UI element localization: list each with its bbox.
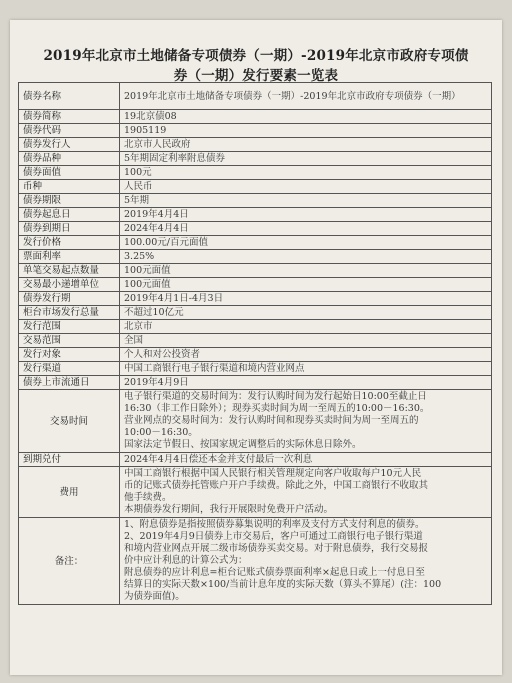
- row-key: 债券简称: [19, 110, 120, 124]
- table-row: [19, 194, 492, 208]
- table-row: [19, 166, 492, 180]
- row-key: 发行范围: [19, 320, 120, 334]
- row-key: 费用: [19, 467, 120, 518]
- table-row: [19, 250, 492, 264]
- text-line: 本期债券发行期间，我行开展限时免费开户活动。: [124, 504, 334, 515]
- text-line: 10:00－16:30。: [124, 427, 198, 438]
- bond-elements-table: [18, 82, 492, 605]
- row-value: 100元面值: [120, 264, 492, 278]
- table-row: [19, 236, 492, 250]
- row-key: 发行价格: [19, 236, 120, 250]
- text-line: 中国工商银行根据中国人民银行相关管理规定向客户收取每户10元人民: [124, 468, 422, 479]
- row-value: 2019年4月9日: [120, 376, 492, 390]
- table-row: [19, 124, 492, 138]
- trade-time-text: [120, 390, 492, 453]
- text-line: 和境内营业网点开展二级市场债券买卖交易。对于附息债券，我行交易报: [124, 543, 429, 554]
- text-line: 1、附息债券是指按照债券募集说明的利率及支付方式支付利息的债券。: [124, 519, 425, 530]
- text-line: 价中应计利息的计算公式为：: [124, 555, 248, 566]
- row-key: 债券到期日: [19, 222, 120, 236]
- text-line: 国家法定节假日、按国家规定调整后的实际休息日除外。: [124, 439, 362, 450]
- row-value: 2019年4月4日: [120, 208, 492, 222]
- table-row: [19, 208, 492, 222]
- row-key: 债券期限: [19, 194, 120, 208]
- row-value: 1905119: [120, 124, 492, 138]
- row-key: 备注：: [19, 518, 120, 605]
- table-row-notes: [19, 518, 492, 605]
- row-key: 债券上市流通日: [19, 376, 120, 390]
- row-value: 5年期: [120, 194, 492, 208]
- table-row: [19, 320, 492, 334]
- row-key: 票面利率: [19, 250, 120, 264]
- table-row: [19, 376, 492, 390]
- row-key: 债券发行期: [19, 292, 120, 306]
- table-row: [19, 180, 492, 194]
- row-value: 北京市人民政府: [120, 138, 492, 152]
- row-key: 债券名称: [19, 83, 120, 110]
- table-row: [19, 453, 492, 467]
- row-value: 中国工商银行电子银行渠道和境内营业网点: [120, 362, 492, 376]
- table-row: [19, 292, 492, 306]
- row-key: 单笔交易起点数量: [19, 264, 120, 278]
- row-key: 债券面值: [19, 166, 120, 180]
- row-key: 债券代码: [19, 124, 120, 138]
- row-value: 2019年4月1日-4月3日: [120, 292, 492, 306]
- table-row-fees: [19, 467, 492, 518]
- text-line: 营业网点的交易时间为：发行认购时间和现券买卖时间为周一至周五的: [124, 415, 419, 426]
- row-value: 100.00元/百元面值: [120, 236, 492, 250]
- row-value: 个人和对公投资者: [120, 348, 492, 362]
- text-line: 币的记账式债券托管账户开户手续费。除此之外，中国工商银行不收取其: [124, 480, 429, 491]
- table-row: [19, 110, 492, 124]
- table-row: [19, 222, 492, 236]
- row-key: 到期兑付: [19, 453, 120, 467]
- row-key: 交易范围: [19, 334, 120, 348]
- row-key: 债券品种: [19, 152, 120, 166]
- table-row-trade-time: [19, 390, 492, 453]
- row-key: 交易时间: [19, 390, 120, 453]
- text-line: 他手续费。: [124, 492, 172, 503]
- text-line: 电子银行渠道的交易时间为：发行认购时间为发行起始日10:00至截止日: [124, 391, 427, 402]
- row-value: 100元: [120, 166, 492, 180]
- fees-text: [120, 467, 492, 518]
- row-key: 债券发行人: [19, 138, 120, 152]
- row-key: 柜台市场发行总量: [19, 306, 120, 320]
- text-line: 16:30（非工作日除外）；现券买卖时间为周一至周五的10:00－16:30。: [124, 403, 430, 414]
- row-value: 100元面值: [120, 278, 492, 292]
- row-value: 2019年北京市土地储备专项债券（一期）-2019年北京市政府专项债券（一期）: [120, 83, 492, 110]
- text-line: 附息债券的应计利息=柜台记账式债券票面利率×起息日或上一付息日至: [124, 567, 425, 578]
- document-title-line-2: 券（一期）发行要素一览表: [173, 68, 339, 84]
- row-value: 5年期固定利率附息债券: [120, 152, 492, 166]
- table-row: [19, 278, 492, 292]
- text-line: 结算日的实际天数×100/当前计息年度的实际天数（算头不算尾）(注：100: [124, 579, 442, 590]
- row-value: 不超过10亿元: [120, 306, 492, 320]
- notes-text: [120, 518, 492, 605]
- table-row: [19, 152, 492, 166]
- text-line: 为债券面值)。: [124, 591, 185, 602]
- table-row: [19, 348, 492, 362]
- table-row: [19, 362, 492, 376]
- table-row: [19, 334, 492, 348]
- text-line: 2、2019年4月9日债券上市交易后，客户可通过工商银行电子银行渠道: [124, 531, 423, 542]
- row-key: 交易最小递增单位: [19, 278, 120, 292]
- table-row: [19, 138, 492, 152]
- table-row: [19, 264, 492, 278]
- row-value: 2024年4月4日: [120, 222, 492, 236]
- table-row: [19, 83, 492, 110]
- row-value: 2024年4月4日偿还本金并支付最后一次利息: [120, 453, 492, 467]
- table-row: [19, 306, 492, 320]
- row-value: 北京市: [120, 320, 492, 334]
- row-key: 币种: [19, 180, 120, 194]
- row-value: 3.25%: [120, 250, 492, 264]
- row-key: 债券起息日: [19, 208, 120, 222]
- document-title-line-1: 2019年北京市土地储备专项债券（一期）-2019年北京市政府专项债: [43, 48, 469, 64]
- row-key: 发行渠道: [19, 362, 120, 376]
- row-value: 19北京债08: [120, 110, 492, 124]
- row-key: 发行对象: [19, 348, 120, 362]
- row-value: 全国: [120, 334, 492, 348]
- row-value: 人民币: [120, 180, 492, 194]
